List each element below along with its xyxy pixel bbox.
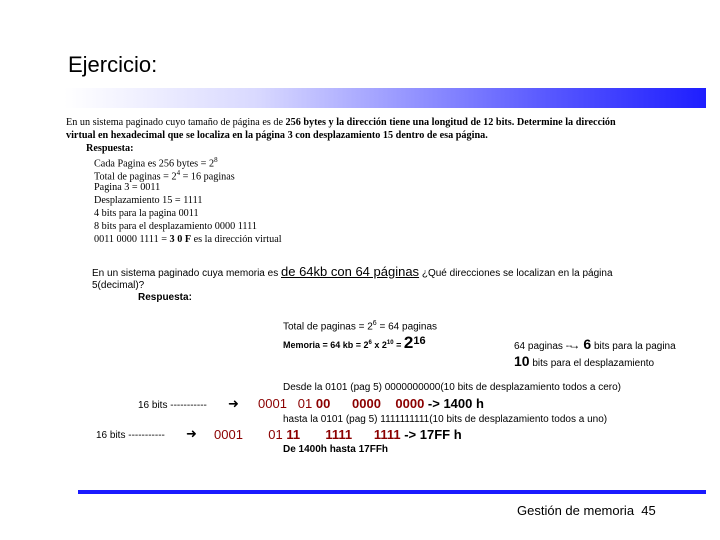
exercise2-end-a: 0001 bbox=[214, 427, 243, 442]
exercise1-statement-b: 256 bytes y la dirección tiene una longitud de 12 bits. Determine la dirección bbox=[285, 117, 616, 128]
exercise2-memory-exponent1: 6 bbox=[368, 340, 372, 346]
exercise2-range-from: Desde la 0101 (pag 5) 0000000000(10 bits de desplazamiento todos a cero) bbox=[283, 382, 622, 393]
exercise2-memory-big: 2 bbox=[403, 333, 414, 352]
exercise2-start-result: -> 1400 h bbox=[427, 396, 484, 411]
slide-title: Ejercicio: bbox=[68, 52, 158, 77]
exercise2-page-bits bbox=[514, 336, 676, 352]
exercise2-bits-label-bottom: 16 bits ----------- bbox=[96, 430, 165, 441]
exercise2-start-e: 0000 bbox=[395, 396, 425, 411]
arrow-right-icon: → bbox=[568, 338, 581, 352]
exercise2-memory-a: Memoria = 64 kb = 2 bbox=[283, 340, 369, 350]
exercise2-offset-bits bbox=[514, 353, 654, 369]
exercise2-pages-c: bits para la pagina bbox=[591, 341, 676, 352]
exercise1-line2-exponent: 4 bbox=[176, 169, 181, 177]
exercise2-offset-b: bits para el desplazamiento bbox=[529, 358, 655, 369]
exercise2-answer-label: Respuesta: bbox=[138, 292, 192, 303]
exercise2-bits-label-top: 16 bits ----------- bbox=[138, 400, 207, 411]
exercise2-statement-line1 bbox=[92, 264, 613, 279]
arrow-right-icon: ➜ bbox=[186, 427, 197, 442]
exercise1-line7-a: 0011 0000 1111 = bbox=[94, 234, 170, 245]
exercise2-end-address bbox=[214, 427, 462, 442]
exercise1-line1 bbox=[94, 156, 218, 169]
exercise1-statement-line1 bbox=[66, 117, 616, 128]
exercise2-end-b: 01 bbox=[268, 427, 283, 442]
page-number: 45 bbox=[641, 503, 656, 518]
exercise2-conclusion: De 1400h hasta 17FFh bbox=[283, 444, 389, 455]
exercise2-total-text: Total de paginas = 2 bbox=[283, 321, 373, 333]
exercise2-end-result: -> 17FF h bbox=[404, 427, 462, 442]
exercise2-memory-big-exponent: 16 bbox=[413, 335, 426, 347]
exercise1-line3: Pagina 3 = 0011 bbox=[94, 182, 161, 193]
exercise2-offset-bits-count: 10 bbox=[514, 353, 530, 369]
exercise2-total-exponent: 6 bbox=[372, 320, 377, 327]
exercise1-line7-c: es la dirección virtual bbox=[191, 234, 282, 245]
exercise2-start-a: 0001 bbox=[258, 396, 287, 411]
exercise2-page-bits-count: 6 bbox=[583, 336, 592, 352]
exercise2-statement-c: ¿Qué direcciones se localizan en la página bbox=[419, 268, 613, 279]
exercise2-start-c: 00 bbox=[315, 396, 331, 411]
exercise1-line7 bbox=[94, 234, 282, 245]
exercise2-start-address bbox=[258, 396, 484, 411]
title-gradient-bar bbox=[64, 88, 706, 108]
exercise2-end-d: 1111 bbox=[325, 427, 353, 442]
exercise1-line2-result: = 16 paginas bbox=[180, 171, 235, 183]
exercise1-virtual-address: 3 0 F bbox=[169, 234, 192, 245]
slide-footer bbox=[517, 503, 656, 518]
exercise1-line6: 8 bits para el desplazamiento 0000 1111 bbox=[94, 221, 257, 232]
exercise1-line5: 4 bits para la pagina 0011 bbox=[94, 208, 199, 219]
exercise2-statement-a: En un sistema paginado cuya memoria es bbox=[92, 268, 281, 279]
exercise1-line2-text: Total de paginas = 2 bbox=[94, 171, 177, 183]
exercise2-start-b: 01 bbox=[297, 396, 313, 411]
exercise2-start-d: 0000 bbox=[352, 396, 381, 411]
exercise1-line1-text: Cada Pagina es 256 bytes = 2 bbox=[94, 158, 215, 170]
exercise1-statement-a: En un sistema paginado cuyo tamaño de página es de bbox=[66, 117, 286, 128]
footer-text: Gestión de memoria bbox=[517, 503, 635, 518]
exercise2-total-result: = 64 paginas bbox=[376, 321, 438, 333]
exercise2-memory-exponent2: 10 bbox=[386, 340, 394, 346]
exercise2-memory-line bbox=[283, 333, 426, 353]
exercise2-statement-b: de 64kb con 64 páginas bbox=[281, 264, 420, 279]
exercise1-line4: Desplazamiento 15 = 1111 bbox=[94, 195, 203, 206]
exercise2-total-pages bbox=[283, 320, 437, 332]
exercise1-line1-exponent: 8 bbox=[214, 156, 218, 164]
exercise1-line2 bbox=[94, 169, 235, 182]
exercise2-statement-line2: 5(decimal)? bbox=[92, 280, 145, 291]
exercise1-statement-line2: virtual en hexadecimal que se localiza en la página 3 con desplazamiento 15 dentro de esa página. bbox=[66, 130, 488, 141]
exercise2-range-to: hasta la 0101 (pag 5) 1111111111(10 bits de desplazamiento todos a uno) bbox=[283, 414, 608, 425]
arrow-right-icon: ➜ bbox=[228, 397, 239, 412]
exercise2-memory-c: = bbox=[393, 340, 404, 350]
exercise1-answer-label: Respuesta: bbox=[86, 143, 134, 154]
exercise2-pages-a: 64 paginas -- bbox=[514, 341, 573, 352]
exercise2-end-e: 1111 bbox=[373, 427, 401, 442]
exercise2-end-c: 11 bbox=[286, 427, 301, 442]
footer-rule bbox=[78, 490, 706, 494]
exercise2-memory-b: x 2 bbox=[371, 340, 387, 350]
